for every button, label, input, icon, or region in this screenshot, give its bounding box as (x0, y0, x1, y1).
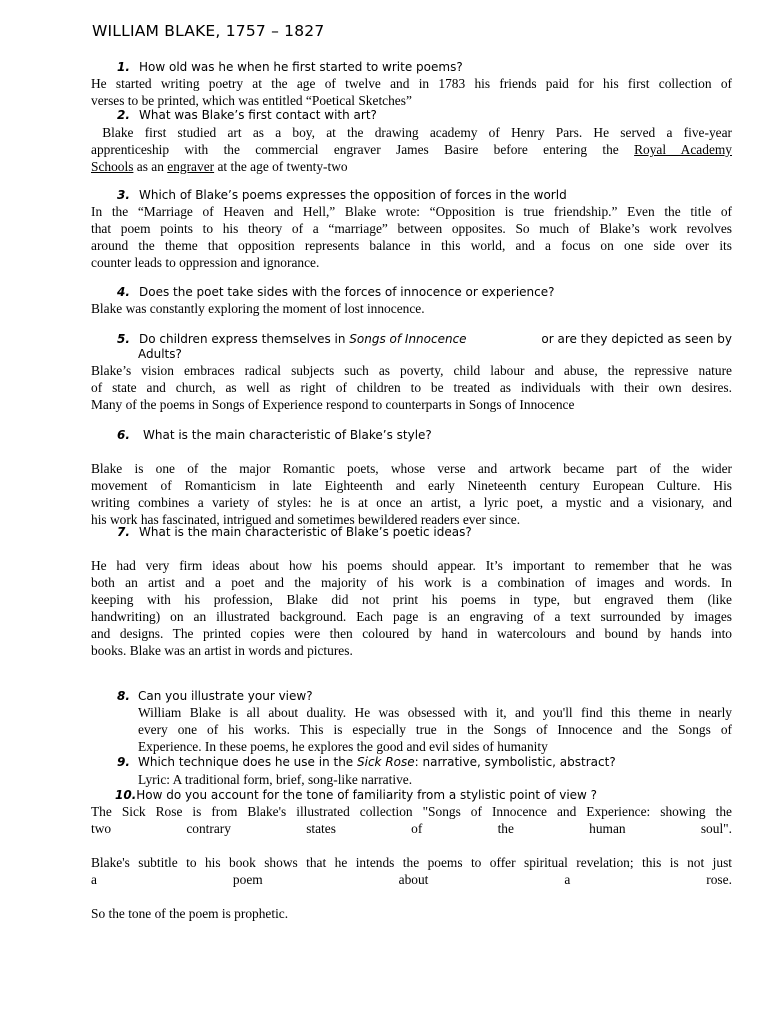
answer-line: his work has fascinated, intrigued and sometimes bewildered readers ever since. (91, 512, 521, 527)
answer-line: handwriting) on an illustrated background. Each page is an engraving of a text surrounded by images (91, 609, 732, 624)
answer-line: Experience. In these poems, he explores the good and evil sides of humanity (138, 739, 548, 754)
answer-line: of state and church, as well as right of children to be treated as individuals with their own desires. (91, 380, 732, 395)
question-text-continued: Adults? (138, 347, 182, 361)
answer-line: and designs. The printed copies were then coloured by hand in watercolours and bound by hands into (91, 626, 732, 641)
question-number: 5. (117, 332, 130, 346)
question-text: What is the main characteristic of Blake’s poetic ideas? (139, 525, 472, 539)
question-text: Does the poet take sides with the forces of innocence or experience? (139, 285, 555, 299)
answer-word: the (497, 821, 514, 836)
answer-text: apprenticeship with the commercial engraver James Basire before entering the (91, 142, 635, 157)
answer-line: Blake is one of the major Romantic poets, whose verse and artwork became part of the wider (91, 461, 732, 476)
question-1 (117, 60, 463, 74)
answer-10 (91, 803, 732, 837)
title-years: 1757 – 1827 (220, 22, 325, 40)
answer-10-paragraph-2 (91, 854, 732, 888)
answer-line: around the theme that opposition represents balance in this world, and a focus on one side over its (91, 238, 732, 253)
answer-word: rose. (706, 872, 732, 887)
question-3 (117, 188, 567, 202)
answer-word: a (91, 872, 97, 887)
question-9 (117, 755, 616, 769)
answer-9 (138, 771, 732, 788)
question-number: 8. (117, 689, 130, 703)
question-text: How do you account for the tone of familiarity from a stylistic point of view ? (136, 788, 598, 802)
question-text: Do children express themselves in (139, 332, 350, 346)
answer-line: William Blake is all about duality. He was obsessed with it, and you'll find this theme in nearly (138, 705, 732, 720)
answer-text: at the age of twenty-two (214, 159, 348, 174)
answer-line: He had very firm ideas about how his poems should appear. It’s important to remember that he was (91, 558, 732, 573)
question-text: Which of Blake’s poems expresses the opposition of forces in the world (139, 188, 567, 202)
answer-word: soul". (700, 821, 732, 836)
engraver-link[interactable]: engraver (167, 159, 215, 174)
question-6 (117, 428, 432, 442)
answer-1 (91, 75, 732, 109)
answer-line: He started writing poetry at the age of twelve and in 1783 his friends paid for his first collection of (91, 76, 732, 91)
answer-line: Blake’s vision embraces radical subjects such as poverty, child labour and abuse, the repressive nature (91, 363, 732, 378)
answer-line: that poem points to his theory of a “marriage” between opposites. So much of Blake’s work revolves (91, 221, 732, 236)
question-number: 6. (117, 428, 130, 442)
answer-4 (91, 300, 732, 317)
question-7 (117, 525, 472, 539)
answer-word: contrary (186, 821, 231, 836)
answer-line (91, 141, 732, 158)
answer-line: Blake was constantly exploring the moment of lost innocence. (91, 301, 425, 316)
answer-line: The Sick Rose is from Blake's illustrated collection "Songs of Innocence and Experience: showing the (91, 804, 732, 819)
question-10 (115, 788, 597, 802)
question-line (117, 332, 732, 346)
answer-10-paragraph-3 (91, 905, 732, 922)
answer-line: Lyric: A traditional form, brief, song-like narrative. (138, 772, 413, 787)
question-number: 9. (117, 755, 130, 769)
question-5 (117, 332, 732, 361)
answer-line: movement of Romanticism in late Eighteenth and early Nineteenth century European Culture. His (91, 478, 732, 493)
answer-3 (91, 203, 732, 271)
schools-link[interactable]: Schools (91, 159, 134, 174)
question-number: 2. (117, 108, 130, 122)
answer-line: books. Blake was an artist in words and pictures. (91, 643, 353, 658)
question-4 (117, 285, 555, 299)
answer-line: writing combines a variety of styles: he is at once an artist, a lyric poet, a mystic and a visionary, and (91, 495, 732, 510)
title-name: WILLIAM BLAKE, (92, 22, 221, 40)
question-text-italic: Songs of Innocence (349, 332, 467, 346)
question-number: 4. (117, 285, 130, 299)
answer-word: about (398, 872, 429, 887)
question-number: 7. (117, 525, 130, 539)
royal-academy-link[interactable]: Royal Academy (634, 142, 732, 157)
answer-line (91, 158, 732, 175)
question-text: What was Blake’s first contact with art? (139, 108, 377, 122)
answer-word: human (589, 821, 626, 836)
question-2 (117, 108, 377, 122)
answer-line: keeping with his profession, Blake did not print his poems in type, but engraved them (like (91, 592, 732, 607)
answer-line: every one of his works. This is especially true in the Songs of Innocence and the Songs of (138, 722, 732, 737)
answer-word: states (306, 821, 336, 836)
question-text: How old was he when he first started to write poems? (139, 60, 463, 74)
answer-line: counter leads to oppression and ignorance. (91, 255, 320, 270)
answer-line: Blake first studied art as a boy, at the drawing academy of Henry Pars. He served a five-year (91, 125, 732, 140)
answer-text: as an (133, 159, 168, 174)
answer-word: a (564, 872, 571, 887)
question-number: 1. (117, 60, 130, 74)
answer-line-spread (91, 871, 732, 888)
answer-2 (91, 124, 732, 175)
answer-line: Blake's subtitle to his book shows that he intends the poems to offer spiritual revelation; this is not just (91, 855, 732, 870)
answer-line: both an artist and a poet and the majority of his work is a combination of images and words. In (91, 575, 732, 590)
answer-8 (138, 704, 732, 755)
question-text: : narrative, symbolistic, abstract? (414, 755, 616, 769)
question-number: 3. (117, 188, 130, 202)
question-text-italic: Sick Rose (357, 755, 415, 769)
answer-line: In the “Marriage of Heaven and Hell,” Blake wrote: “Opposition is true friendship.” Even the title of (91, 204, 732, 219)
question-text: Which technique does he use in the (138, 755, 357, 769)
answer-line: So the tone of the poem is prophetic. (91, 906, 289, 921)
question-text: or are they depicted as seen by (537, 332, 732, 346)
answer-6 (91, 460, 732, 528)
answer-word: two (91, 821, 112, 836)
document-title (92, 22, 324, 40)
answer-line: Many of the poems in Songs of Experience respond to counterparts in Songs of Innocence (91, 397, 575, 412)
answer-word: poem (232, 872, 263, 887)
answer-word: of (411, 821, 423, 836)
question-text: What is the main characteristic of Blake’s style? (143, 428, 432, 442)
question-number: 10. (115, 788, 137, 802)
answer-line: verses to be printed, which was entitled “Poetical Sketches” (91, 93, 412, 108)
answer-7 (91, 557, 732, 659)
question-8 (117, 689, 313, 703)
question-first-line (117, 332, 467, 346)
answer-line-spread (91, 820, 732, 837)
answer-5 (91, 362, 732, 413)
question-text: Can you illustrate your view? (138, 689, 313, 703)
